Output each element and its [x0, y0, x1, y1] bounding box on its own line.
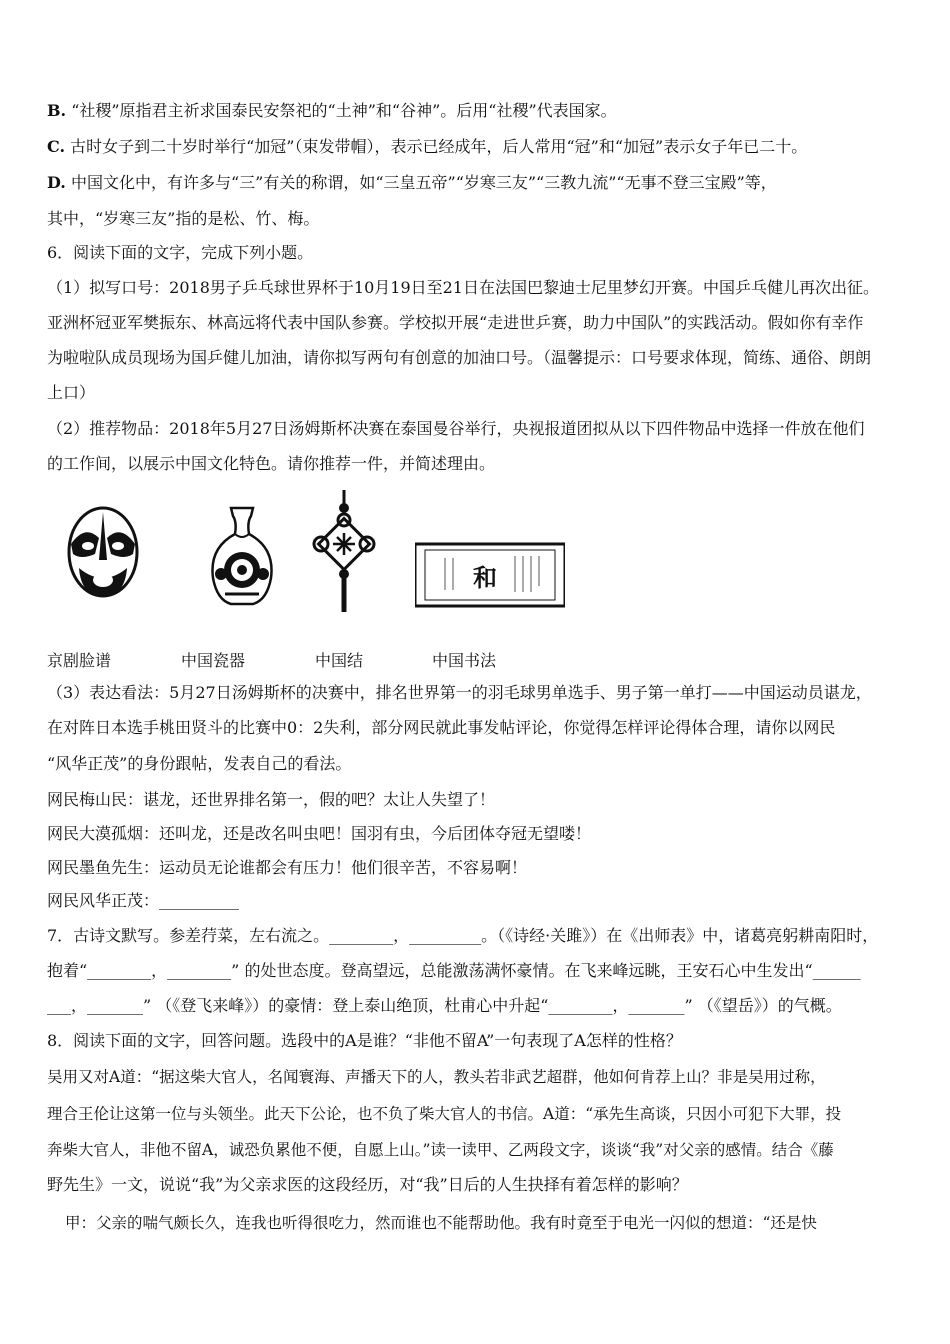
option-c	[47, 136, 807, 158]
option-d-text: 中国文化中，有许多与“三”有关的称谓，如“三皇五帝”“岁寒三友”“三教九流”“无事不登三宝殿”等，	[70, 173, 777, 192]
q6-p2-line1: （2）推荐物品：2018年5月27日汤姆斯杯决赛在泰国曼谷举行，央视报道团拟从以下四件物品中选择一件放在他们	[47, 419, 865, 438]
culture-images	[47, 490, 647, 620]
comment-4: 网民风华正茂：__________	[47, 891, 240, 910]
q6-p1-line1: （1）拟写口号：2018男子乒乓球世界杯于10月19日至21日在法国巴黎迪士尼里梦幻开赛。中国乒乓健儿再次出征。	[47, 278, 879, 297]
option-d	[47, 172, 777, 194]
q6-p2-line2: 的工作间，以展示中国文化特色。请你推荐一件，并简述理由。	[47, 454, 496, 473]
caption-opera-mask: 京剧脸谱	[47, 651, 112, 670]
caption-porcelain: 中国瓷器	[181, 651, 246, 670]
q6-p3-line3: “风华正茂”的身份跟帖，发表自己的看法。	[47, 754, 352, 773]
option-c-text: 古时女子到二十岁时举行“加冠”（束发带帽），表示已经成年，后人常用“冠”和“加冠”表示女子年已二十。	[70, 137, 808, 156]
q6-p1-line3: 为啦啦队成员现场为国乒健儿加油，请你拟写两句有创意的加油口号。（温馨提示：口号要求体现，简练、通俗、朗朗	[47, 348, 872, 367]
q7-line2: 抱着“________，________” 的处世态度。登高望远，总能激荡满怀豪情。在飞来峰远眺，王安石心中生发出“______	[47, 961, 861, 980]
q6-p3-line1: （3）表达看法：5月27日汤姆斯杯的决赛中，排名世界第一的羽毛球男单选手、男子第一单打——中国运动员谌龙，	[47, 683, 872, 702]
q6-title: 6．阅读下面的文字，完成下列小题。	[47, 243, 314, 262]
q6-p1-line2: 亚洲杯冠亚军樊振东、林高远将代表中国队参赛。学校拟开展“走进世乒赛，助力中国队”的实践活动。假如你有幸作	[47, 313, 864, 332]
option-b-text: “社稷”原指君主祈求国泰民安祭祀的“土神”和“谷神”。后用“社稷”代表国家。	[71, 101, 617, 120]
caption-calligraphy: 中国书法	[432, 651, 497, 670]
q8-line1: 8．阅读下面的文字，回答问题。选段中的A是谁？“非他不留A”一句表现了A怎样的性格？	[47, 1031, 682, 1050]
porcelain-vase-image	[207, 504, 277, 608]
q8-line5: 野先生》一文，说说“我”为父亲求医的这段经历，对“我”日后的人生抉择有着怎样的影响？	[47, 1175, 688, 1194]
chinese-knot-image	[309, 490, 379, 614]
calligraphy-scroll-image	[415, 542, 565, 608]
comment-3: 网民墨鱼先生：运动员无论谁都会有压力！他们很辛苦，不容易啊！	[47, 858, 528, 877]
q8-line3: 理合王伦让这第一位与头领坐。此天下公论，也不负了柴大官人的书信。A道：“承先生高谈，只因小可犯下大罪，投	[47, 1105, 842, 1123]
option-b-label: B.	[47, 101, 67, 120]
opera-mask-image	[65, 504, 141, 604]
option-d-cont: 其中，“岁寒三友”指的是松、竹、梅。	[47, 209, 320, 228]
option-c-label: C.	[47, 137, 66, 156]
q8-line2: 吴用又对A道：“据这柴大官人，名闻寰海、声播天下的人，教头若非武艺超群，他如何肯荐上山？非是吴用过称，	[47, 1068, 826, 1086]
option-d-label: D.	[47, 173, 66, 192]
q8-line4: 奔柴大官人，非他不留A，诚恐负累他不便，自愿上山。”读一读甲、乙两段文字，谈谈“我”对父亲的感情。结合《藤	[47, 1141, 834, 1159]
comment-1: 网民梅山民：谌龙，还世界排名第一，假的吧？太让人失望了！	[47, 790, 496, 809]
comment-2: 网民大漠孤烟：还叫龙，还是改名叫虫吧！国羽有虫，今后团体夺冠无望喽！	[47, 824, 592, 843]
scroll-character: 和	[473, 563, 497, 592]
q6-p1-line4: 上口）	[47, 383, 96, 402]
caption-knot: 中国结	[315, 651, 364, 670]
q6-p3-line2: 在对阵日本选手桃田贤斗的比赛中0：2失利，部分网民就此事发帖评论，你觉得怎样评论得体合理，请你以网民	[47, 718, 836, 737]
q7-line1: 7．古诗文默写。参差荇菜，左右流之。________，_________。（《诗经·关雎》）在《出师表》中，诸葛亮躬耕南阳时，	[47, 926, 879, 945]
q8-line6: 甲：父亲的喘气颇长久，连我也听得很吃力，然而谁也不能帮助他。我有时竟至于电光一闪似的想道：“还是快	[65, 1214, 817, 1232]
q7-line3: ___，_______” （《登飞来峰》）的豪情：登上泰山绝顶，杜甫心中升起“________，_______” （《望岳》）的气概。	[47, 996, 842, 1015]
option-b	[47, 100, 617, 122]
